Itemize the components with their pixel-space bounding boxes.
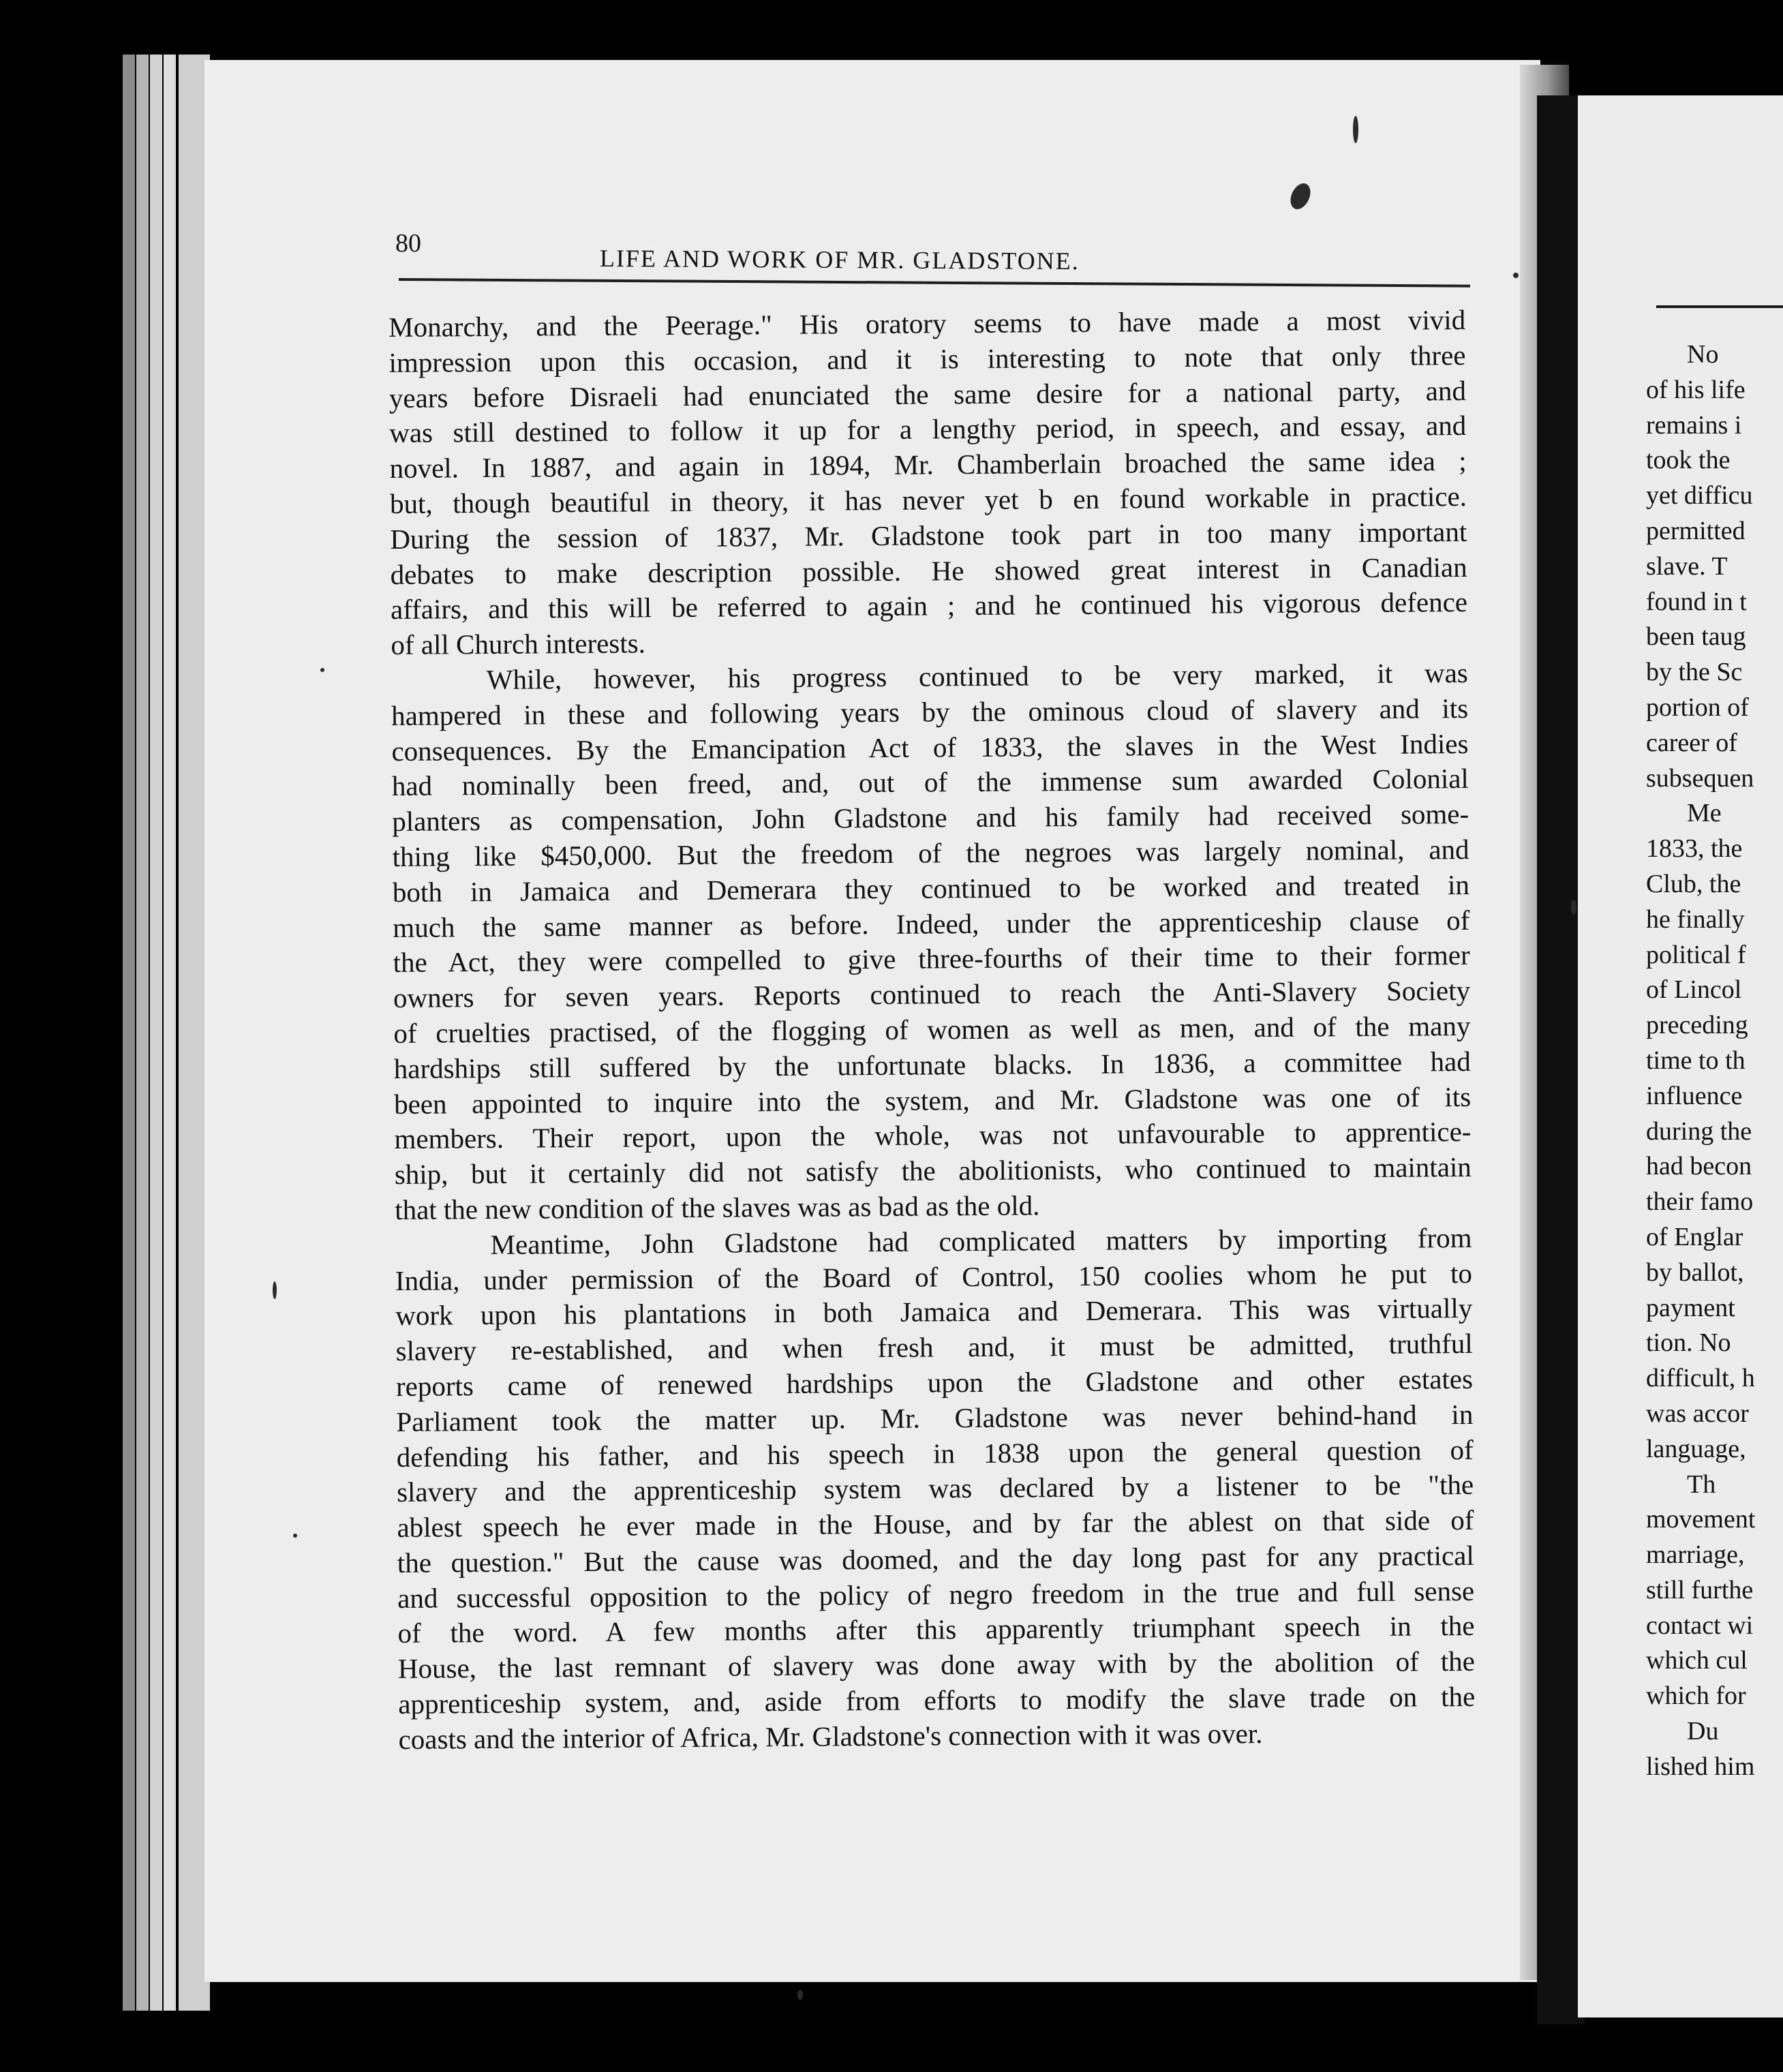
right-text-line: was accor bbox=[1646, 1399, 1749, 1428]
right-text-line: contact wi bbox=[1646, 1611, 1754, 1640]
right-text-line: by ballot, bbox=[1646, 1258, 1744, 1287]
text-line: much the same manner as before. Indeed, under the apprenticeship clause of bbox=[393, 904, 1470, 943]
text-line: hampered in these and following years by the ominous cloud of slavery and its bbox=[391, 692, 1469, 731]
right-text-line: of Englar bbox=[1646, 1222, 1743, 1251]
text-line: novel. In 1887, and again in 1894, Mr. Chamberlain broached the same idea ; bbox=[389, 445, 1467, 485]
right-page-text bbox=[1646, 337, 1783, 1785]
scan-speck bbox=[273, 1281, 277, 1299]
body-text bbox=[388, 303, 1476, 1758]
right-text-line: Me bbox=[1687, 799, 1722, 828]
right-text-line: preceding bbox=[1646, 1011, 1748, 1040]
right-text-line: found in t bbox=[1646, 587, 1747, 616]
right-head-rule bbox=[1656, 305, 1783, 308]
right-text-line: time to th bbox=[1646, 1046, 1746, 1075]
right-page bbox=[1578, 95, 1783, 2017]
text-line: India, under permission of the Board of Control, 150 coolies whom he put to bbox=[395, 1257, 1473, 1296]
right-text-line: remains i bbox=[1646, 410, 1742, 440]
text-line: Monarchy, and the Peerage." His oratory seems to have made a most vivid bbox=[388, 303, 1466, 343]
right-text-line: Du bbox=[1687, 1717, 1719, 1746]
text-line: consequences. By the Emancipation Act of 1833, the slaves in the West Indies bbox=[391, 727, 1469, 767]
right-text-line: No bbox=[1687, 340, 1719, 369]
text-line: House, the last remnant of slavery was done away with by the abolition of the bbox=[397, 1645, 1476, 1685]
scan-speck bbox=[293, 1534, 297, 1538]
text-line: years before Disraeli had enunciated the same desire for a national party, and bbox=[388, 374, 1467, 414]
text-line: of cruelties practised, of the flogging of women as well as men, and of the many bbox=[393, 1009, 1471, 1049]
text-line: debates to make description possible. He showed great interest in Canadian bbox=[390, 551, 1467, 590]
right-text-line: still furthe bbox=[1646, 1575, 1754, 1604]
right-text-line: Club, the bbox=[1646, 869, 1741, 898]
right-text-line: Th bbox=[1687, 1469, 1716, 1499]
text-line: the Act, they were compelled to give three-fourths of their time to their former bbox=[393, 939, 1470, 979]
right-text-line: of Lincol bbox=[1646, 975, 1742, 1005]
right-text-line: language, bbox=[1646, 1434, 1746, 1463]
text-line: Meantime, John Gladstone had complicated matters by importing from bbox=[490, 1221, 1472, 1260]
text-line: owners for seven years. Reports continued to reach the Anti-Slavery Society bbox=[393, 975, 1471, 1014]
right-text-line: yet difficu bbox=[1646, 481, 1753, 511]
right-text-line: payment bbox=[1646, 1293, 1735, 1322]
text-line: had nominally been freed, and, out of the immense sum awarded Colonial bbox=[391, 763, 1469, 802]
right-text-line: 1833, the bbox=[1646, 834, 1743, 864]
text-line: planters as compensation, John Gladstone and his family had received some- bbox=[392, 798, 1469, 838]
right-text-line: been taug bbox=[1646, 622, 1746, 652]
text-line: thing like $450,000. But the freedom of the negroes was largely nominal, and bbox=[392, 833, 1469, 872]
text-line: but, though beautiful in theory, it has never yet b en found workable in practice. bbox=[389, 480, 1467, 519]
right-text-line: of his life bbox=[1646, 375, 1746, 404]
text-line: work upon his plantations in both Jamaica and Demerara. This was virtually bbox=[395, 1292, 1473, 1332]
right-text-line: permitted bbox=[1646, 516, 1746, 545]
text-line: During the session of 1837, Mr. Gladstone took part in too many important bbox=[390, 515, 1467, 555]
scan-speck bbox=[1353, 116, 1358, 143]
text-line: defending his father, and his speech in 1838 upon the general question of bbox=[396, 1433, 1474, 1473]
text-line: ship, but it certainly did not satisfy the abolitionists, who continued to maintain bbox=[394, 1151, 1472, 1191]
right-text-line: marriage, bbox=[1646, 1540, 1745, 1570]
page-edge bbox=[164, 55, 176, 2011]
right-text-line: career of bbox=[1646, 728, 1737, 757]
page-edge bbox=[136, 55, 149, 2011]
right-text-line: took the bbox=[1646, 446, 1731, 475]
text-line: the question." But the cause was doomed, and the day long past for any practical bbox=[397, 1539, 1474, 1579]
page-edge bbox=[123, 55, 135, 2011]
scan-speck bbox=[1513, 273, 1519, 278]
running-head-title: LIFE AND WORK OF MR. GLADSTONE. bbox=[599, 244, 1080, 275]
page-edge bbox=[150, 55, 162, 2011]
right-text-line: had becon bbox=[1646, 1152, 1752, 1181]
text-line: slavery and the apprenticeship system was declared by a listener to be "the bbox=[396, 1469, 1474, 1508]
text-line: ablest speech he ever made in the House, and by far the ablest on that side of bbox=[397, 1504, 1474, 1544]
right-text-line: political f bbox=[1646, 940, 1746, 969]
text-line: apprenticeship system, and, aside from efforts to modify the slave trade on the bbox=[398, 1680, 1476, 1720]
right-text-line: by the Sc bbox=[1646, 658, 1743, 687]
right-text-line: which for bbox=[1646, 1681, 1746, 1711]
right-text-line: which cul bbox=[1646, 1646, 1748, 1675]
text-line: slavery re-established, and when fresh and, it must be admitted, truthful bbox=[395, 1328, 1473, 1367]
text-line: hardships still suffered by the unfortunate blacks. In 1836, a committee had bbox=[393, 1045, 1471, 1084]
text-line: affairs, and this will be referred to again ; and he continued his vigorous defence bbox=[390, 586, 1468, 626]
text-line: members. Their report, upon the whole, was not unfavourable to apprentice- bbox=[394, 1116, 1472, 1155]
text-line: While, however, his progress continued to be very marked, it was bbox=[486, 656, 1468, 695]
text-line: impression upon this occasion, and it is interesting to note that only three bbox=[388, 339, 1466, 378]
text-line: both in Jamaica and Demerara they continued to be worked and treated in bbox=[392, 868, 1470, 908]
scan-speck bbox=[1571, 900, 1576, 915]
right-text-line: difficult, h bbox=[1646, 1364, 1755, 1393]
right-text-line: tion. No bbox=[1646, 1328, 1731, 1358]
text-line: been appointed to inquire into the system, and Mr. Gladstone was one of its bbox=[393, 1080, 1472, 1120]
right-text-line: their famo bbox=[1646, 1187, 1754, 1217]
text-line: coasts and the interior of Africa, Mr. Gladstone's connection with it was over. bbox=[398, 1717, 1263, 1755]
right-text-line: lished him bbox=[1646, 1752, 1755, 1781]
text-line: and successful opposition to the policy of negro freedom in the true and full sense bbox=[397, 1574, 1475, 1614]
text-line: of the word. A few months after this apparently triumphant speech in the bbox=[397, 1610, 1475, 1649]
page-number: 80 bbox=[395, 229, 421, 258]
right-text-line: portion of bbox=[1646, 692, 1749, 722]
right-text-line: during the bbox=[1646, 1116, 1752, 1146]
scan-speck bbox=[320, 668, 324, 672]
right-text-line: movement bbox=[1646, 1505, 1756, 1534]
scan-speck bbox=[797, 1990, 803, 2000]
right-text-line: influence bbox=[1646, 1081, 1743, 1110]
text-line: of all Church interests. bbox=[391, 627, 646, 661]
right-text-line: he finally bbox=[1646, 904, 1745, 934]
text-line: Parliament took the matter up. Mr. Gladstone was never behind-hand in bbox=[396, 1398, 1474, 1437]
text-line: reports came of renewed hardships upon the Gladstone and other estates bbox=[395, 1362, 1474, 1402]
right-text-line: subsequen bbox=[1646, 763, 1754, 793]
text-line: was still destined to follow it up for a lengthy period, in speech, and essay, and bbox=[389, 410, 1467, 449]
text-line: that the new condition of the slaves was as bad as the old. bbox=[395, 1189, 1040, 1225]
right-text-line: slave. T bbox=[1646, 551, 1728, 581]
